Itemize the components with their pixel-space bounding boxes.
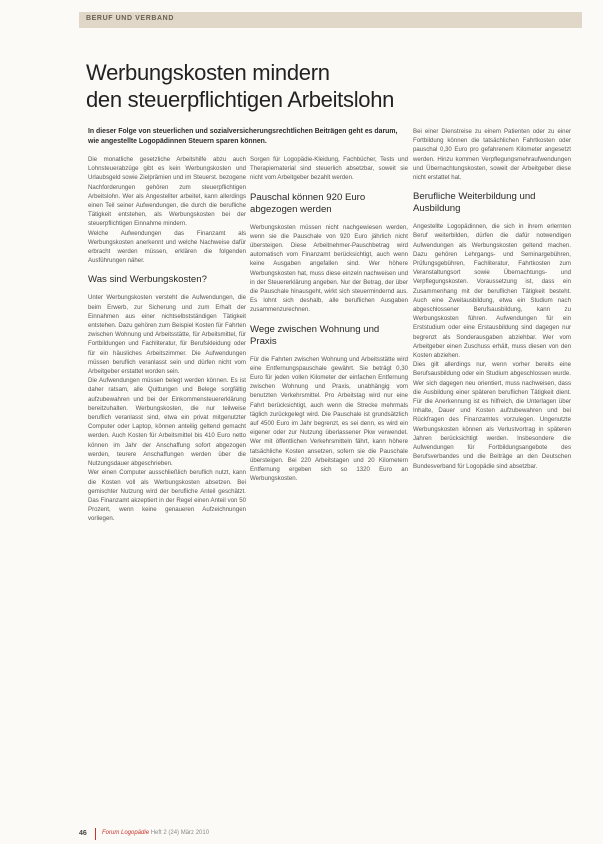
paragraph: Sorgen für Logopädie-Kleidung, Fachbücher, Tests und Therapiematerial sind steuerlich absetzbar, soweit sie nicht vom Arbeitgeber bezahlt werden.: [250, 156, 408, 182]
paragraph: Unter Werbungskosten versteht die Aufwendungen, die beim Erwerb, zur Sicherung und zum Erhalt der Einnahmen aus einer nichtselbstständigen Tätigkeit entstehen. Dazu gehören zum Beispiel Kosten für Fahrten zwischen Wohnung und Arbeitsstätte, für Arbeitsmittel, für Fortbildungen und Fachliteratur, für Berufskleidung oder für ein häusliches Arbeitszimmer. Die Aufwendungen müssen beruflich veranlasst sein und dürfen nicht vom Arbeitgeber erstattet worden sein.: [88, 294, 246, 376]
page-footer: [79, 828, 319, 840]
paragraph: Die Aufwendungen müssen belegt werden können. Es ist daher ratsam, alle Quittungen und Belege sorgfältig aufzubewahren und bei der Einkommensteuererklärung bereitzuhalten. Werbungskosten, die nur teilweise beruflich veranlasst sind, etwa ein privat mitgenutzter Computer oder Laptop, können anteilig geltend gemacht werden. Auch Kosten für Arbeitsmittel bis 410 Euro netto können im Jahr der Anschaffung sofort abgezogen werden, teurere Anschaffungen werden über die Nutzungsdauer abgeschrieben.: [88, 377, 246, 468]
article-title-line-2: den steuerpflichtigen Arbeitslohn: [86, 87, 395, 112]
paragraph: Werbungskosten müssen nicht nachgewiesen werden, wenn sie die Pauschale von 920 Euro jährlich nicht übersteigen. Diese Arbeitnehmer-Pauschbetrag wird automatisch vom Finanzamt berücksichtigt, auch wenn keine Ausgaben angefallen sind. Wer höhere Werbungskosten hat, muss diese einzeln nachweisen und in der Steuererklärung angeben. Nur der Betrag, der über die Pauschale hinausgeht, wirkt sich steuermindernd aus. Es lohnt sich deshalb, alle beruflichen Ausgaben zusammenzurechnen.: [250, 223, 408, 314]
paragraph: Welche Aufwendungen das Finanzamt als Werbungskosten anerkennt und welche Nachweise dafür erbracht werden müssen, erklären die folgenden Ausführungen näher.: [88, 229, 246, 265]
article-title-line-1: Werbungskosten mindern: [86, 60, 330, 85]
article-title: [86, 59, 566, 113]
footer-divider: [95, 828, 96, 840]
paragraph: Angestellte Logopädinnen, die sich in ihrem erlernten Beruf weiterbilden, dürfen die dafür notwendigen Aufwendungen als Werbungskosten geltend machen. Dazu gehören Lehrgangs- und Seminargebühren, Prüfungsgebühren, Fachliteratur, Fahrtkosten zum Veranstaltungsort sowie Übernachtungs- und Verpflegungskosten. Voraussetzung ist, dass ein Zusammenhang mit der beruflichen Tätigkeit besteht. Auch eine Zweitausbildung, etwa ein Studium nach abgeschlossener Berufsausbildung, kann zu Werbungskosten führen. Aufwendungen für ein Erststudium oder eine Erstausbildung sind dagegen nur begrenzt als Sonderausgaben abziehbar. Wer vom Arbeitgeber einen Zuschuss erhält, muss diesen von den Kosten abziehen.: [413, 223, 571, 360]
paragraph: Dies gilt allerdings nur, wenn vorher bereits eine Berufsausbildung oder ein Studium abgeschlossen wurde. Wer sich dagegen neu orientiert, muss nachweisen, dass die Ausbildung einer späteren beruflichen Tätigkeit dient. Für die Anerkennung ist es hilfreich, die Unterlagen über Inhalte, Dauer und Kosten aufzubewahren und bei Rückfragen des Finanzamtes vorzulegen. Ungenutzte Werbungskosten können als Verlustvortrag in späteren Jahren berücksichtigt werden. Insbesondere die Aufwendungen für Fortbildungsangebote des Berufsverbandes und die Beiträge an den Deutschen Bundesverband für Logopädie sind absetzbar.: [413, 361, 571, 470]
section-label: BERUF UND VERBAND: [86, 15, 174, 22]
publication-name: Forum Logopädie: [102, 830, 150, 836]
publication-issue: Heft 2 (24) März 2010: [150, 830, 210, 836]
subheading: Pauschal können 920 Euro abgezogen werden: [250, 191, 366, 215]
paragraph: Für die Fahrten zwischen Wohnung und Arbeitsstätte wird eine Entfernungspauschale gewährt. Sie beträgt 0,30 Euro für jeden vollen Kilometer der einfachen Entfernung zwischen Wohnung und Praxis, unabhängig vom benutzten Verkehrsmittel. Pro Arbeitstag wird nur eine Fahrt berücksichtigt, auch wenn die Strecke mehrmals täglich zurückgelegt wird. Die Pauschale ist grundsätzlich auf 4500 Euro im Jahr begrenzt, es sei denn, es wird ein eigener oder zur Nutzung überlassener Pkw verwendet. Wer mit öffentlichen Verkehrsmitteln fährt, kann höhere tatsächliche Kosten ansetzen, sofern sie die Pauschale übersteigen. Bei 220 Arbeitstagen und 20 Kilometern Entfernung ergeben sich so 1320 Euro an Werbungskosten.: [250, 355, 408, 483]
paragraph: Die monatliche gesetzliche Arbeitshilfe abzu auch Lohnsteuerabzüge gibt es kein Werbungskosten und Urlaubsgeld sowie Zielprämien und im Steuerst. bezogene Nachforderungen gehören zum steuerpflichtigen Arbeitslohn. Wer als Angestellter arbeitet, kann allerdings einen Teil seiner Aufwendungen, die durch die berufliche Tätigkeit entstehen, als Werbungskosten bei der steuerpflichtigen Einnahme mindern.: [88, 156, 246, 228]
subheading: Wege zwischen Wohnung und Praxis: [250, 323, 380, 347]
text-column-1: [88, 155, 246, 820]
subheading: Was sind Werbungskosten?: [88, 274, 207, 286]
subheading: Berufliche Weiterbildung und Ausbildung: [413, 191, 536, 215]
text-column-3: [413, 127, 571, 822]
article-lead: In dieser Folge von steuerlichen und sozialversicherungsrechtlichen Beiträgen geht es darum, wie angestellte Logopädinnen Steuern sparen können.: [88, 128, 398, 146]
paragraph: Wer einen Computer ausschließlich beruflich nutzt, kann die Kosten voll als Werbungskosten absetzen. Bei gemischter Nutzung wird der berufliche Anteil geschätzt. Das Finanzamt akzeptiert in der Regel einen Anteil von 50 Prozent, wenn keine genaueren Aufzeichnungen vorliegen.: [88, 469, 246, 523]
text-column-2: [250, 155, 408, 820]
page-number: 46: [79, 830, 87, 837]
publication-info: [102, 830, 209, 836]
paragraph: Bei einer Dienstreise zu einem Patienten oder zu einer Fortbildung können die tatsächlichen Fahrtkosten oder pauschal 0,30 Euro pro gefahrenem Kilometer angesetzt werden. Hinzu kommen Verpflegungsmehraufwendungen und Übernachtungskosten, soweit der Arbeitgeber diese nicht erstattet hat.: [413, 128, 571, 182]
